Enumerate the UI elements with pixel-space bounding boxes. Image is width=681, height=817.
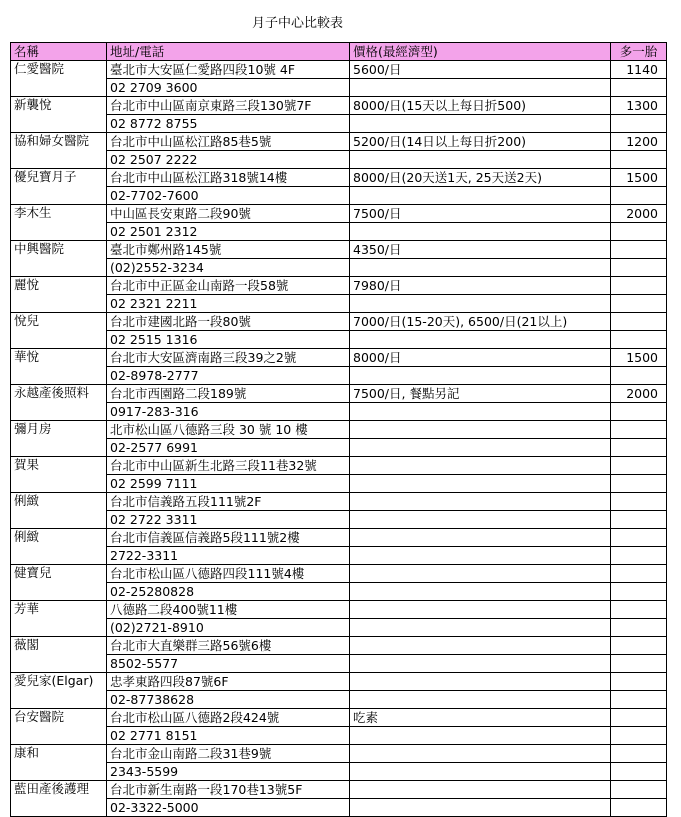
table-row (11, 385, 667, 403)
center-phone: 02-7702-7600 (107, 187, 350, 205)
table-row (11, 547, 667, 565)
center-extra-baby: 1500 (611, 169, 667, 187)
center-address: 台北市西園路二段189號 (107, 385, 350, 403)
center-price-empty (350, 475, 611, 493)
center-address: 台北市金山南路二段31巷9號 (107, 745, 350, 763)
center-price (350, 493, 611, 511)
center-name: 中興醫院 (11, 241, 107, 277)
center-phone: 02 8772 8755 (107, 115, 350, 133)
center-price-empty (350, 691, 611, 709)
center-extra-empty (611, 403, 667, 421)
center-extra-empty (611, 547, 667, 565)
center-price (350, 745, 611, 763)
center-price-empty (350, 403, 611, 421)
center-price-empty (350, 619, 611, 637)
header-address-phone: 地址/電話 (107, 43, 350, 61)
center-phone: 02 2507 2222 (107, 151, 350, 169)
table-row (11, 637, 667, 655)
center-address: 臺北市鄭州路145號 (107, 241, 350, 259)
center-price: 7500/日 (350, 205, 611, 223)
center-phone: (02)2552-3234 (107, 259, 350, 277)
center-extra-baby (611, 529, 667, 547)
table-row (11, 259, 667, 277)
center-extra-baby (611, 745, 667, 763)
center-price (350, 565, 611, 583)
table-row (11, 295, 667, 313)
table-row (11, 277, 667, 295)
table-row (11, 601, 667, 619)
center-address: 北市松山區八德路三段 30 號 10 樓 (107, 421, 350, 439)
center-extra-baby (611, 673, 667, 691)
center-address: 台北市信義路五段111號2F (107, 493, 350, 511)
center-extra-baby (611, 781, 667, 799)
center-price-empty (350, 511, 611, 529)
center-address: 中山區長安東路二段90號 (107, 205, 350, 223)
center-price-empty (350, 79, 611, 97)
center-name: 李木生 (11, 205, 107, 241)
center-phone: 02 2501 2312 (107, 223, 350, 241)
center-name: 康和 (11, 745, 107, 781)
center-phone: 0917-283-316 (107, 403, 350, 421)
center-extra-empty (611, 763, 667, 781)
center-extra-baby (611, 313, 667, 331)
center-extra-empty (611, 691, 667, 709)
center-price: 4350/日 (350, 241, 611, 259)
center-phone: 02 2599 7111 (107, 475, 350, 493)
center-price: 吃素 (350, 709, 611, 727)
center-name: 俐緻 (11, 493, 107, 529)
table-row (11, 349, 667, 367)
table-row (11, 763, 667, 781)
center-extra-empty (611, 331, 667, 349)
center-price: 7980/日 (350, 277, 611, 295)
center-phone: 8502-5577 (107, 655, 350, 673)
table-row (11, 673, 667, 691)
table-body (11, 61, 667, 817)
table-row (11, 511, 667, 529)
center-name: 永越產後照料 (11, 385, 107, 421)
table-row (11, 133, 667, 151)
center-price-empty (350, 439, 611, 457)
center-address: 台北市新生南路一段170巷13號5F (107, 781, 350, 799)
center-extra-baby: 1500 (611, 349, 667, 367)
center-extra-baby (611, 241, 667, 259)
center-extra-empty (611, 187, 667, 205)
center-phone: 02 2321 2211 (107, 295, 350, 313)
center-price: 7500/日, 餐點另記 (350, 385, 611, 403)
header-name: 名稱 (11, 43, 107, 61)
table-row (11, 151, 667, 169)
center-name: 賀果 (11, 457, 107, 493)
center-extra-baby (611, 493, 667, 511)
center-extra-empty (611, 799, 667, 817)
header-extra-baby: 多一胎 (611, 43, 667, 61)
center-extra-empty (611, 151, 667, 169)
center-price-empty (350, 295, 611, 313)
center-price: 7000/日(15-20天), 6500/日(21以上) (350, 313, 611, 331)
table-row (11, 745, 667, 763)
center-price-empty (350, 331, 611, 349)
center-extra-baby: 1140 (611, 61, 667, 79)
table-row (11, 403, 667, 421)
center-price-empty (350, 151, 611, 169)
center-price (350, 421, 611, 439)
center-phone: 02-25280828 (107, 583, 350, 601)
center-extra-baby (611, 601, 667, 619)
center-name: 健寶兒 (11, 565, 107, 601)
center-price-empty (350, 799, 611, 817)
table-row (11, 439, 667, 457)
center-extra-empty (611, 511, 667, 529)
center-name: 仁愛醫院 (11, 61, 107, 97)
center-phone: 2343-5599 (107, 763, 350, 781)
center-name: 台安醫院 (11, 709, 107, 745)
center-extra-empty (611, 619, 667, 637)
center-phone: 02-3322-5000 (107, 799, 350, 817)
center-price: 8000/日 (350, 349, 611, 367)
center-name: 薇閣 (11, 637, 107, 673)
center-price (350, 457, 611, 475)
center-extra-baby: 1200 (611, 133, 667, 151)
center-extra-empty (611, 223, 667, 241)
table-row (11, 241, 667, 259)
center-name: 芳華 (11, 601, 107, 637)
center-extra-baby (611, 565, 667, 583)
center-address: 台北市信義區信義路5段111號2樓 (107, 529, 350, 547)
table-row (11, 619, 667, 637)
center-extra-empty (611, 475, 667, 493)
center-price: 8000/日(20天送1天, 25天送2天) (350, 169, 611, 187)
table-row (11, 709, 667, 727)
center-price (350, 781, 611, 799)
center-price-empty (350, 367, 611, 385)
center-phone: 02-87738628 (107, 691, 350, 709)
table-row (11, 781, 667, 799)
table-row (11, 727, 667, 745)
table-header-row (11, 43, 667, 61)
table-row (11, 367, 667, 385)
center-name: 優兒寶月子 (11, 169, 107, 205)
center-address: 臺北市大安區仁愛路四段10號 4F (107, 61, 350, 79)
center-price-empty (350, 223, 611, 241)
center-address: 台北市中正區金山南路一段58號 (107, 277, 350, 295)
center-extra-empty (611, 439, 667, 457)
table-row (11, 61, 667, 79)
center-name: 麗悅 (11, 277, 107, 313)
center-address: 台北市中山區松江路85巷5號 (107, 133, 350, 151)
center-extra-empty (611, 655, 667, 673)
center-address: 八德路二段400號11樓 (107, 601, 350, 619)
center-name: 藍田產後護理 (11, 781, 107, 817)
center-price-empty (350, 259, 611, 277)
center-name: 新襲悅 (11, 97, 107, 133)
center-address: 台北市中山區松江路318號14樓 (107, 169, 350, 187)
center-extra-baby: 2000 (611, 205, 667, 223)
center-extra-baby (611, 637, 667, 655)
center-extra-empty (611, 259, 667, 277)
center-extra-empty (611, 295, 667, 313)
center-phone: 02-8978-2777 (107, 367, 350, 385)
center-extra-empty (611, 727, 667, 745)
center-address: 忠孝東路四段87號6F (107, 673, 350, 691)
page-title: 月子中心比較表 (252, 16, 344, 31)
header-price: 價格(最經濟型) (350, 43, 611, 61)
center-extra-baby (611, 457, 667, 475)
table-row (11, 475, 667, 493)
table-row (11, 97, 667, 115)
center-phone: (02)2721-8910 (107, 619, 350, 637)
center-name: 俐緻 (11, 529, 107, 565)
center-extra-baby (611, 277, 667, 295)
table-row (11, 205, 667, 223)
table-row (11, 187, 667, 205)
center-price-empty (350, 115, 611, 133)
center-address: 台北市松山區八德路2段424號 (107, 709, 350, 727)
center-address: 台北市松山區八德路四段111號4樓 (107, 565, 350, 583)
center-extra-empty (611, 115, 667, 133)
center-name: 悅兒 (11, 313, 107, 349)
table-row (11, 169, 667, 187)
table-row (11, 313, 667, 331)
center-address: 台北市大安區濟南路三段39之2號 (107, 349, 350, 367)
center-price-empty (350, 727, 611, 745)
center-price: 8000/日(15天以上每日折500) (350, 97, 611, 115)
center-address: 台北市建國北路一段80號 (107, 313, 350, 331)
center-price-empty (350, 187, 611, 205)
center-price-empty (350, 763, 611, 781)
center-extra-baby (611, 709, 667, 727)
center-name: 華悅 (11, 349, 107, 385)
center-phone: 02 2515 1316 (107, 331, 350, 349)
center-address: 台北市中山區新生北路三段11巷32號 (107, 457, 350, 475)
center-name: 協和婦女醫院 (11, 133, 107, 169)
center-price: 5600/日 (350, 61, 611, 79)
center-price-empty (350, 547, 611, 565)
center-extra-empty (611, 79, 667, 97)
center-address: 台北市大直樂群三路56號6樓 (107, 637, 350, 655)
table-row (11, 223, 667, 241)
center-phone: 02 2771 8151 (107, 727, 350, 745)
center-extra-empty (611, 367, 667, 385)
center-extra-baby: 2000 (611, 385, 667, 403)
center-address: 台北市中山區南京東路三段130號7F (107, 97, 350, 115)
table-row (11, 331, 667, 349)
center-price (350, 637, 611, 655)
center-name: 彌月房 (11, 421, 107, 457)
center-extra-baby: 1300 (611, 97, 667, 115)
center-extra-baby (611, 421, 667, 439)
table-row (11, 655, 667, 673)
table-row (11, 493, 667, 511)
table-row (11, 691, 667, 709)
table-row (11, 421, 667, 439)
table-row (11, 79, 667, 97)
center-phone: 2722-3311 (107, 547, 350, 565)
table-row (11, 583, 667, 601)
center-price (350, 673, 611, 691)
center-price-empty (350, 583, 611, 601)
center-price (350, 529, 611, 547)
center-price-empty (350, 655, 611, 673)
center-phone: 02 2722 3311 (107, 511, 350, 529)
table-row (11, 565, 667, 583)
table-row (11, 457, 667, 475)
table-row (11, 115, 667, 133)
center-price: 5200/日(14日以上每日折200) (350, 133, 611, 151)
center-name: 愛兒家(Elgar) (11, 673, 107, 709)
comparison-table (10, 42, 667, 817)
table-row (11, 799, 667, 817)
center-extra-empty (611, 583, 667, 601)
center-phone: 02 2709 3600 (107, 79, 350, 97)
table-row (11, 529, 667, 547)
center-price (350, 601, 611, 619)
center-phone: 02-2577 6991 (107, 439, 350, 457)
